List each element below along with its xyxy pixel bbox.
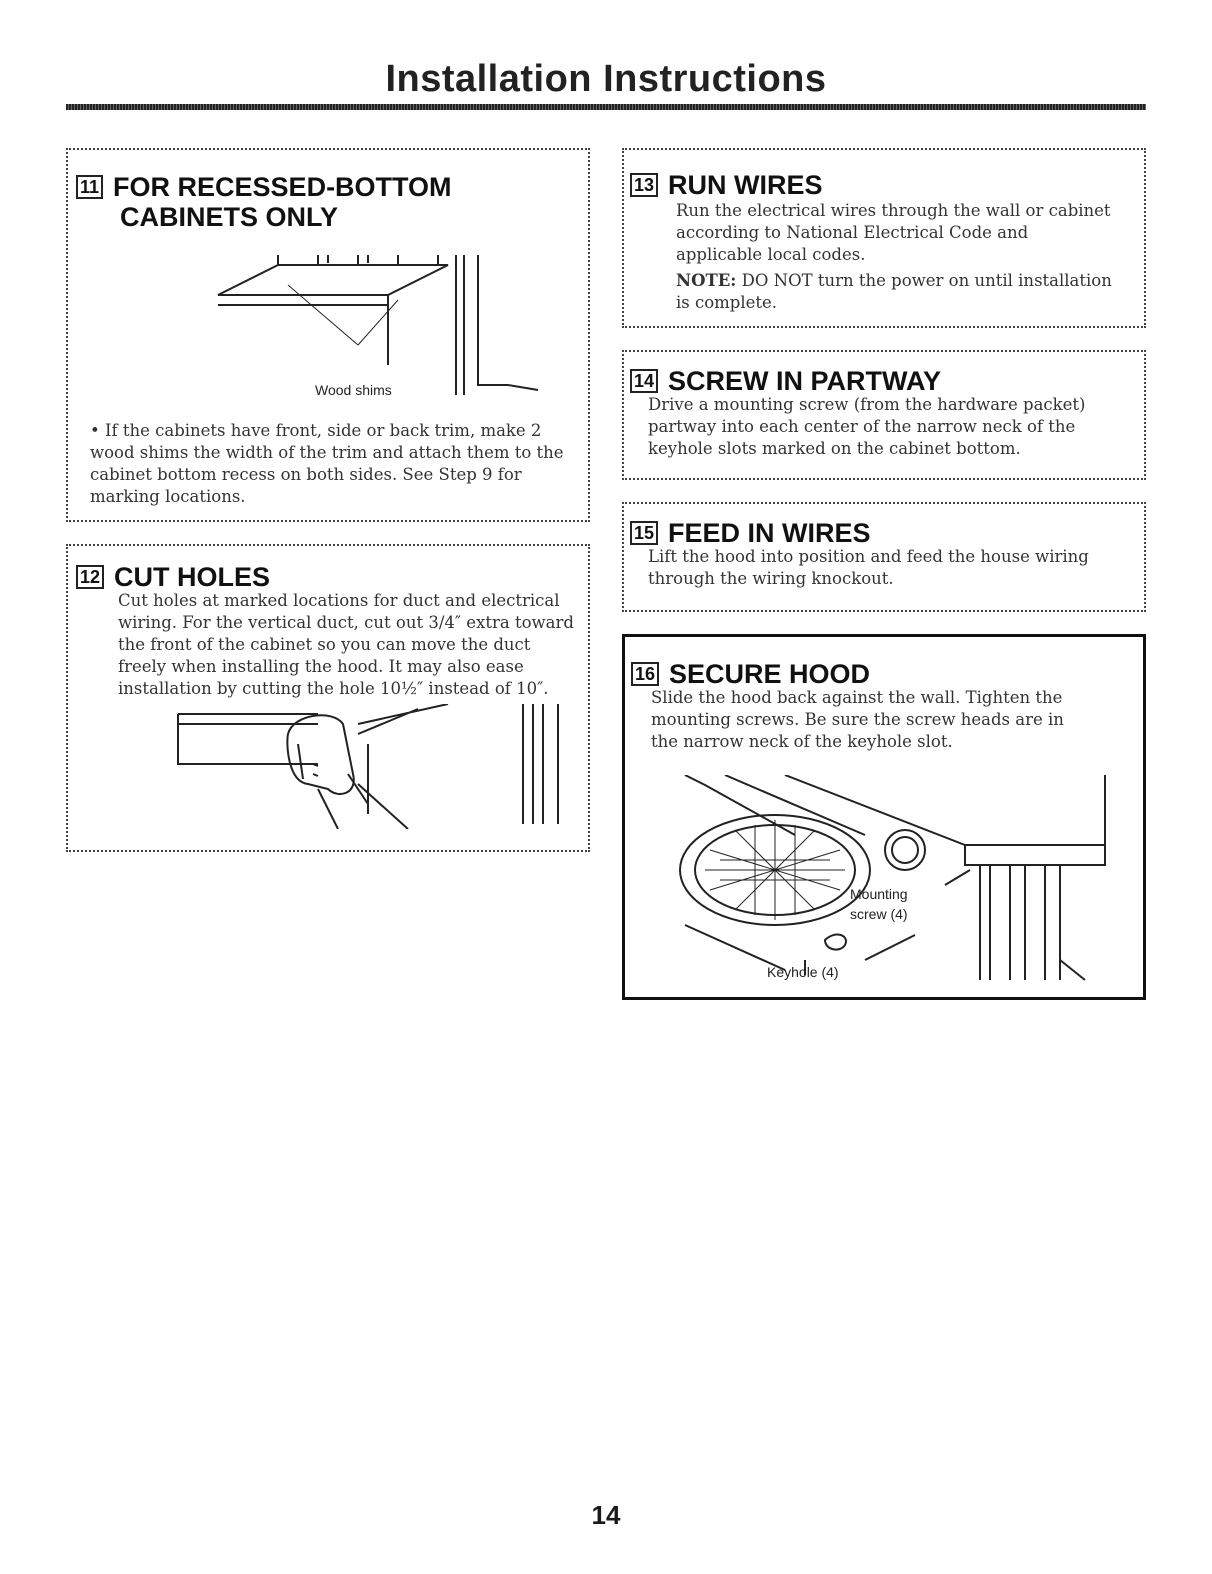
step-14-heading [630, 366, 941, 396]
step-14-number: 14 [630, 369, 658, 393]
step-11-figure [208, 255, 548, 405]
step-15-box [622, 502, 1146, 612]
step-12-figure [168, 704, 568, 829]
wood-shims-label: Wood shims [315, 382, 392, 398]
bullet-dot: • [90, 421, 105, 440]
step-16-box [622, 634, 1146, 1000]
step-11-title-line2: CABINETS ONLY [120, 202, 339, 232]
step-11-title-line1: FOR RECESSED-BOTTOM [113, 172, 452, 202]
step-15-title: FEED IN WIRES [668, 518, 871, 548]
step-12-number: 12 [76, 565, 104, 589]
step-12-text: Cut holes at marked locations for duct and electrical wiring. For the vertical duct, cut out 3/4″ extra toward the front of the cabinet so you can move the duct freely when installing the hood. It may also ease installation by cutting the hole 10½″ instead of 10″. [118, 591, 574, 698]
step-13-number: 13 [630, 173, 658, 197]
step-13-title: RUN WIRES [668, 170, 823, 200]
step-13-text: Run the electrical wires through the wall or cabinet according to National Electrical Code and applicable local codes. [676, 201, 1111, 264]
mounting-label: Mounting [850, 886, 908, 902]
step-11-box [66, 148, 590, 522]
step-11-bullet-text: If the cabinets have front, side or back trim, make 2 wood shims the width of the trim and attach them to the cabinet bottom recess on both sides. See Step 9 for marking locations. [90, 421, 564, 506]
step-11-number: 11 [76, 175, 103, 199]
title-rule [66, 104, 1146, 110]
step-16-figure [665, 775, 1125, 985]
step-11-heading [76, 172, 452, 202]
step-11-bullet [90, 420, 568, 512]
step-14-text: Drive a mounting screw (from the hardware packet) partway into each center of the narrow neck of the keyhole slots marked on the cabinet bottom. [648, 395, 1086, 458]
step-13-heading [630, 170, 823, 200]
step-12-title: CUT HOLES [114, 562, 271, 592]
step-16-heading [631, 659, 870, 689]
step-16-title: SECURE HOOD [669, 659, 871, 689]
screw-label: screw (4) [850, 906, 908, 922]
step-13-body [676, 200, 1116, 318]
step-12-box [66, 544, 590, 852]
page-title: Installation Instructions [385, 58, 827, 100]
step-15-text: Lift the hood into position and feed the house wiring through the wiring knockout. [648, 547, 1089, 588]
step-13-box [622, 148, 1146, 328]
step-12-heading [76, 562, 270, 592]
step-13-note-label: NOTE: [676, 271, 737, 290]
step-15-number: 15 [630, 521, 658, 545]
step-15-heading [630, 518, 871, 548]
step-16-text: Slide the hood back against the wall. Tighten the mounting screws. Be sure the screw heads are in the narrow neck of the keyhole slot. [651, 688, 1064, 751]
step-14-title: SCREW IN PARTWAY [668, 366, 942, 396]
page-number: 14 [591, 1500, 621, 1530]
step-14-box [622, 350, 1146, 480]
step-13-note-text: DO NOT turn the power on until installation is complete. [676, 271, 1112, 312]
step-16-number: 16 [631, 662, 659, 686]
keyhole-label: Keyhole (4) [767, 964, 839, 980]
